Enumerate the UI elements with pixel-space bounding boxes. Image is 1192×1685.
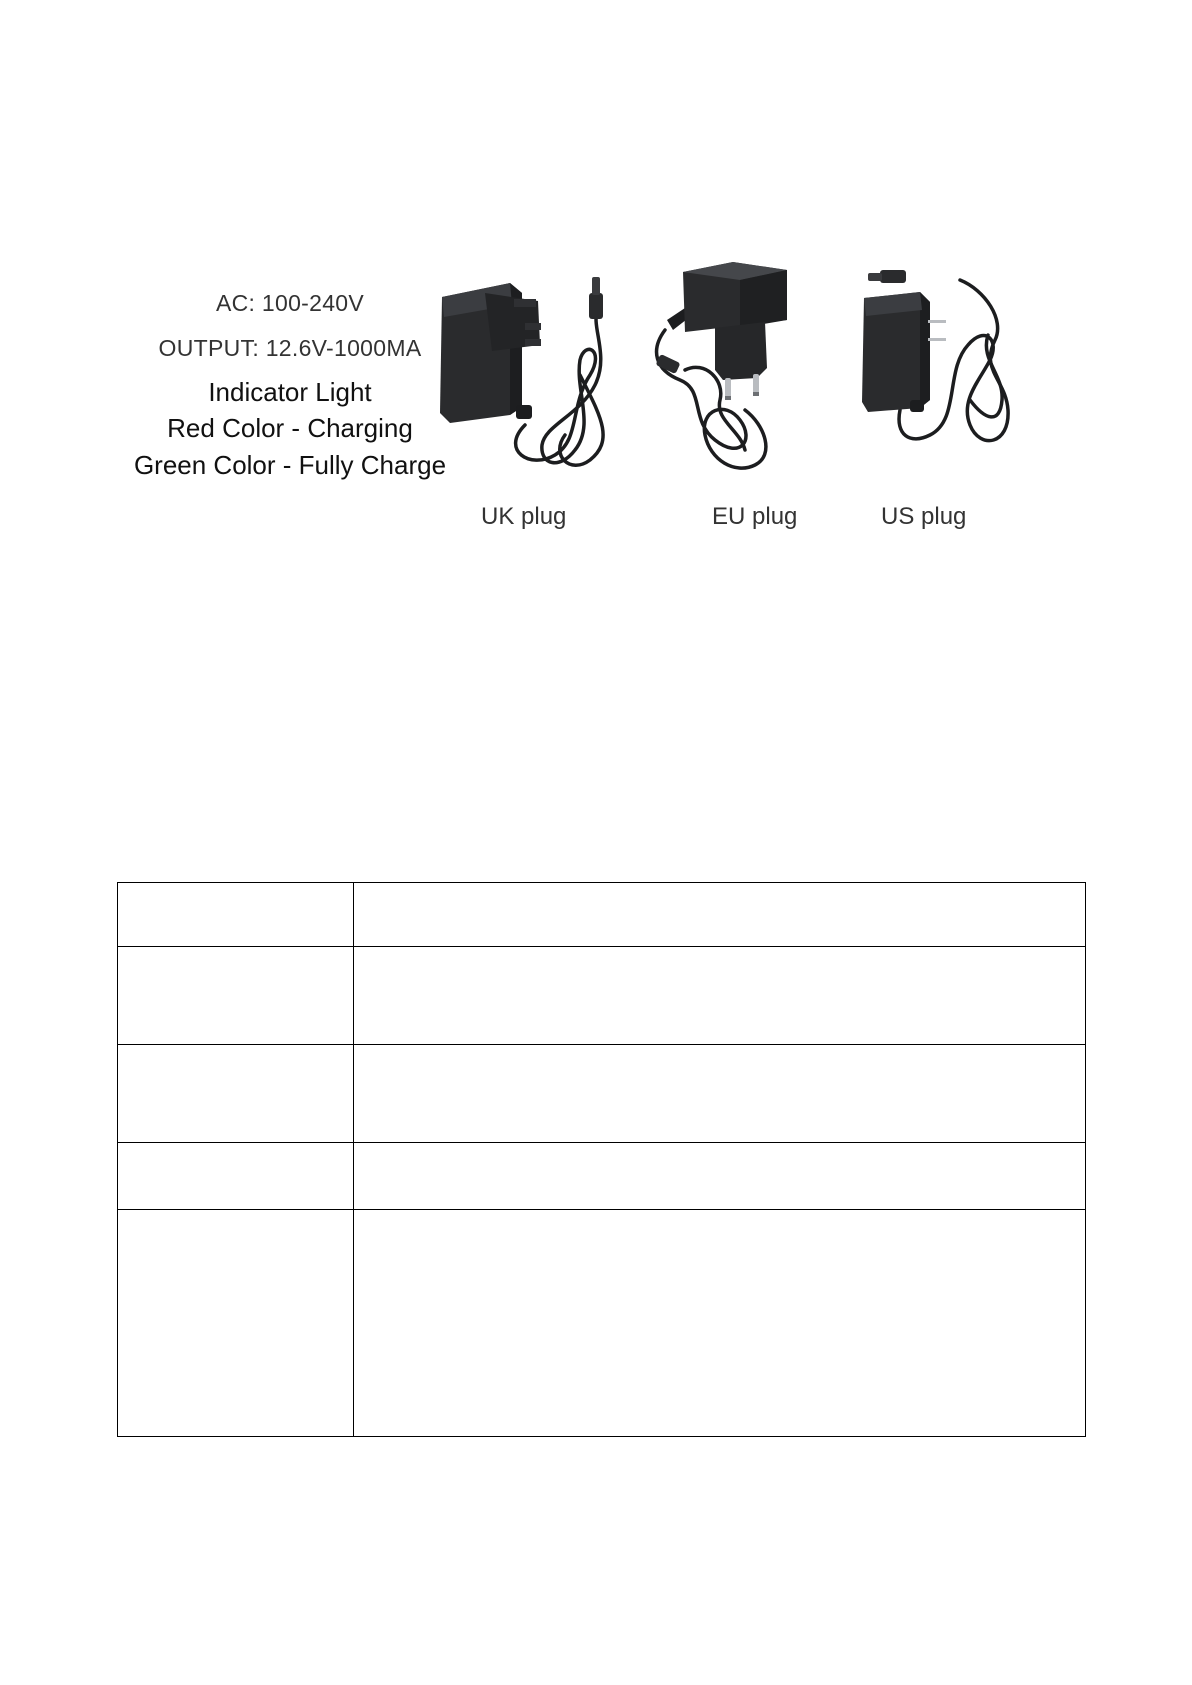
ac-input-spec: AC: 100-240V [215,290,365,316]
table-cell [118,1143,354,1210]
table-row [118,947,1086,1045]
red-color-charging: Red Color - Charging [167,413,413,443]
table-row [118,883,1086,947]
table-cell [118,1210,354,1437]
output-spec: OUTPUT: 12.6V-1000MA [158,335,422,361]
table-cell [354,1143,1086,1210]
eu-plug-adapter-icon [645,250,840,495]
table-cell [118,1045,354,1143]
table-cell [118,947,354,1045]
table-row [118,1045,1086,1143]
table-cell [354,1045,1086,1143]
green-color-fully-charge: Green Color - Fully Charge [133,450,447,480]
indicator-light-heading: Indicator Light [208,377,372,407]
table-cell [118,883,354,947]
us-plug-adapter-icon [850,250,1030,475]
spec-table [117,882,1086,1437]
uk-plug-label: UK plug [481,503,567,530]
table-row [118,1210,1086,1437]
eu-plug-label: EU plug [712,503,798,530]
table-cell [354,947,1086,1045]
uk-plug-adapter-icon [430,265,640,480]
us-plug-label: US plug [881,503,967,530]
table-cell [354,883,1086,947]
table-cell [354,1210,1086,1437]
table-row [118,1143,1086,1210]
